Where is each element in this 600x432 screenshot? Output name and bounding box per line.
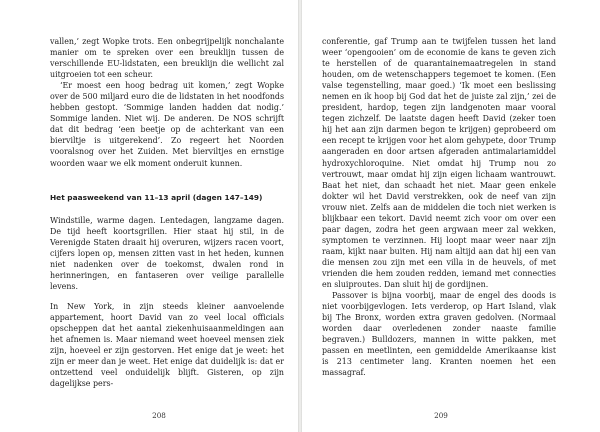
right-page-text bbox=[322, 36, 556, 378]
page-number-right: 209 bbox=[434, 411, 448, 420]
section-heading: Het paasweekend van 11–13 april (dagen 147–149) bbox=[50, 192, 263, 202]
paragraph: ‘Er moest een hoog bedrag uit komen,’ zegt Wopke over de 500 miljard euro die de lidstaten in het noodfonds hebben gestopt. ‘Sommige landen hadden dat nodig.’ Sommige landen. Niet wij. De anderen. De NOS schrijft dat dit bedrag ‘een beetje op de achterkant van een bierviltje is uitgerekend’. Zo regeert het Noorden vooralsnog over het Zuiden. Met bierviltjes en ernstige woorden waar we elk moment onderuit kunnen. bbox=[50, 81, 284, 168]
paragraph: conferentie, gaf Trump aan te twijfelen tussen het land weer ‘opengooien’ om de economie de kans te geven zich te herstellen of de quarantainemaatregelen in stand houden, om de wetenschappers tegemoet te komen. (Een valse tegenstelling, maar goed.) ‘Ik moet een beslissing nemen en ik hoop bij God dat het de juiste zal zijn,’ zei de president, hardop, tegen zijn landgenoten maar vooral tegen zichzelf. De laatste dagen heeft David (zeker toen hij het aan zijn darmen begon te krijgen) geprobeerd om een recept te krijgen voor het alom gehypete, door Trump aangeraden en door artsen afgeraden antimalariamiddel hydroxychloroquine. Niet omdat hij Trump nou zo vertrouwt, maar omdat hij zijn eigen lichaam wantrouwt. Baat het niet, dan schaadt het niet. Maar geen enkele dokter wil het David verstrekken, ook de neef van zijn vrouw niet. Zelfs aan de middelen die toch niet werken is blijkbaar een tekort. David neemt zich voor om over een paar dagen, zodra het geen argwaan meer zal wekken, symptomen te verzinnen. Hij loopt maar weer naar zijn raam, kijkt naar buiten. Hij nam altijd aan dat hij een van die mensen zou zijn met een villa in de heuvels, of met vrienden die hem zouden redden, iemand met connecties en sluiproutes. Dan sluit hij de gordijnen. bbox=[322, 37, 556, 290]
paragraph: Windstille, warme dagen. Lentedagen, langzame dagen. De tijd heeft koortsgrillen. Hier staat hij stil, in de Verenigde Staten draait hij overuren, wijzers racen voort, cijfers lopen op, mensen zitten vast in het heden, kunnen niet nadenken over de toekomst, dwalen rond in herinneringen, en fantaseren over veilige parallelle levens. bbox=[50, 215, 284, 291]
paragraph: In New York, in zijn steeds kleiner aanvoelende appartement, hoort David van zo veel local officials opscheppen dat het aantal ziekenhuisaanmeldingen aan het afnemen is. Maar niemand weet hoeveel mensen ziek zijn, hoeveel er zijn gestorven. Het enige dat je weet: het zijn er meer dan je weet. Het enige dat duidelijk is: dat er ontzettend veel onduidelijk blijft. Gisteren, op zijn dagelijkse pers- bbox=[50, 301, 284, 389]
paragraph: vallen,’ zegt Wopke trots. Een onbegrijpelijk nonchalante manier om te spreken over een breuklijn tussen de verschillende EU-lidstaten, een breuklijn die wellicht zal uitgroeien tot een scheur. bbox=[50, 37, 284, 80]
page-number-left: 208 bbox=[152, 411, 166, 420]
paragraph: Passover is bijna voorbij, maar de engel des doods is niet voorbijgevlogen. Iets verderop, op Hart Island, vlak bij The Bronx, worden extra graven gedolven. (Normaal worden daar overledenen zonder naaste familie begraven.) Bulldozers, mannen in witte pakken, met passen en meetlinten, een gemiddelde Amerikaanse kist is 213 centimeter lang. Kranten noemen het een massagraf. bbox=[322, 291, 556, 378]
left-page bbox=[0, 0, 298, 432]
right-page bbox=[302, 0, 600, 432]
left-page-text bbox=[50, 36, 284, 389]
